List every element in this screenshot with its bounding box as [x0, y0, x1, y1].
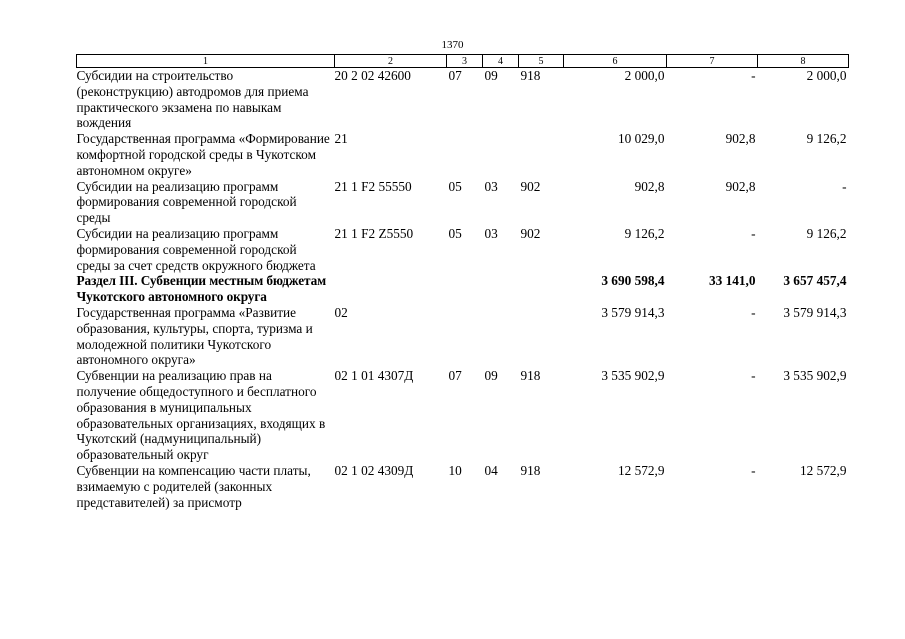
- row-total: 3 579 914,3: [601, 304, 665, 320]
- column-header: 1: [77, 55, 335, 68]
- row-subsection: [483, 131, 519, 178]
- column-header: 7: [667, 55, 758, 68]
- row-target-article: 21: [334, 131, 348, 147]
- table-body: [77, 68, 849, 511]
- row-subsection: [483, 305, 519, 368]
- row-target-article: 21 1 F2 55550: [334, 178, 412, 194]
- row-target-article: 02: [334, 304, 348, 320]
- row-federal-funds: 902,8: [725, 178, 756, 194]
- header-row: [77, 55, 849, 68]
- page-number: 1370: [441, 39, 464, 51]
- row-target-article: 02 1 01 4307Д: [334, 368, 414, 384]
- row-subsection: [483, 273, 519, 305]
- row-name: Раздел III. Субвенции местным бюджетам Чукотского автономного округа: [76, 273, 327, 305]
- row-regional-funds: 9 126,2: [806, 225, 847, 241]
- row-subsection: 03: [484, 178, 498, 194]
- table-row: [77, 463, 849, 510]
- row-federal-funds: -: [751, 304, 756, 320]
- row-total: 2 000,0: [624, 68, 665, 83]
- row-section: [447, 131, 483, 178]
- row-name: Субвенции на компенсацию части платы, взимаемую с родителей (законных представителей) за присмотр: [76, 462, 311, 510]
- row-federal-funds: 33 141,0: [708, 273, 756, 289]
- row-budget-manager: 902: [520, 178, 541, 194]
- row-name: Субвенции на реализацию прав на получение общедоступного и бесплатного образования в муниципальных образовательных организациях, входящих в Чукотский (надмуниципальный) образовательный округ: [76, 368, 326, 463]
- column-header: 6: [564, 55, 667, 68]
- row-total: 9 126,2: [624, 225, 665, 241]
- row-total: 902,8: [634, 178, 665, 194]
- row-budget-manager: 918: [520, 462, 541, 478]
- row-section: [447, 305, 483, 368]
- row-target-article: 02 1 02 4309Д: [334, 462, 414, 478]
- row-total: 12 572,9: [617, 462, 665, 478]
- table-row: [77, 273, 849, 305]
- column-header: 3: [447, 55, 483, 68]
- table-row: [77, 368, 849, 463]
- column-header: 5: [519, 55, 564, 68]
- row-subsection: 03: [484, 225, 498, 241]
- row-federal-funds: -: [751, 462, 756, 478]
- row-section: [447, 273, 483, 305]
- row-target-article: 20 2 02 42600: [334, 68, 411, 83]
- row-section: 07: [448, 68, 462, 83]
- table-row: [77, 179, 849, 226]
- row-regional-funds: 2 000,0: [806, 68, 847, 83]
- row-name: Государственная программа «Развитие образования, культуры, спорта, туризма и молодежной политики Чукотского автономного округа»: [76, 304, 313, 368]
- table-row: [77, 226, 849, 273]
- budget-table: [76, 54, 849, 510]
- row-regional-funds: -: [842, 178, 847, 194]
- table-row: [77, 131, 849, 178]
- row-budget-manager: 902: [520, 225, 541, 241]
- row-target-article: [335, 273, 447, 305]
- column-header: 2: [335, 55, 447, 68]
- row-name: Государственная программа «Формирование комфортной городской среды в Чукотском автономном округе»: [76, 131, 330, 178]
- row-section: 07: [448, 368, 462, 384]
- row-regional-funds: 3 657 457,4: [783, 273, 847, 289]
- row-budget-manager: 918: [520, 368, 541, 384]
- row-section: 05: [448, 225, 462, 241]
- row-federal-funds: 902,8: [725, 131, 756, 147]
- row-section: 10: [448, 462, 462, 478]
- column-header: 4: [483, 55, 519, 68]
- table-row: [77, 68, 849, 132]
- row-name: Субсидии на строительство (реконструкцию) автодромов для приема практического экзамена по навыкам вождения: [76, 68, 309, 131]
- row-federal-funds: -: [751, 68, 756, 83]
- row-budget-manager: 918: [520, 68, 541, 83]
- row-regional-funds: 3 579 914,3: [783, 304, 847, 320]
- row-budget-manager: [519, 131, 564, 178]
- row-regional-funds: 12 572,9: [799, 462, 847, 478]
- table-row: [77, 305, 849, 368]
- row-federal-funds: -: [751, 225, 756, 241]
- row-name: Субсидии на реализацию программ формирования современной городской среды: [76, 178, 297, 226]
- row-federal-funds: -: [751, 368, 756, 384]
- row-target-article: 21 1 F2 Z5550: [334, 225, 414, 241]
- row-total: 10 029,0: [617, 131, 665, 147]
- row-total: 3 535 902,9: [601, 368, 665, 384]
- row-subsection: 09: [484, 368, 498, 384]
- row-name: Субсидии на реализацию программ формирования современной городской среды за счет средств окружного бюджета: [76, 225, 316, 273]
- row-regional-funds: 3 535 902,9: [783, 368, 847, 384]
- row-budget-manager: [519, 273, 564, 305]
- row-subsection: 09: [484, 68, 498, 83]
- row-budget-manager: [519, 305, 564, 368]
- column-header: 8: [758, 55, 849, 68]
- row-regional-funds: 9 126,2: [806, 131, 847, 147]
- row-total: 3 690 598,4: [601, 273, 665, 289]
- row-section: 05: [448, 178, 462, 194]
- row-subsection: 04: [484, 462, 498, 478]
